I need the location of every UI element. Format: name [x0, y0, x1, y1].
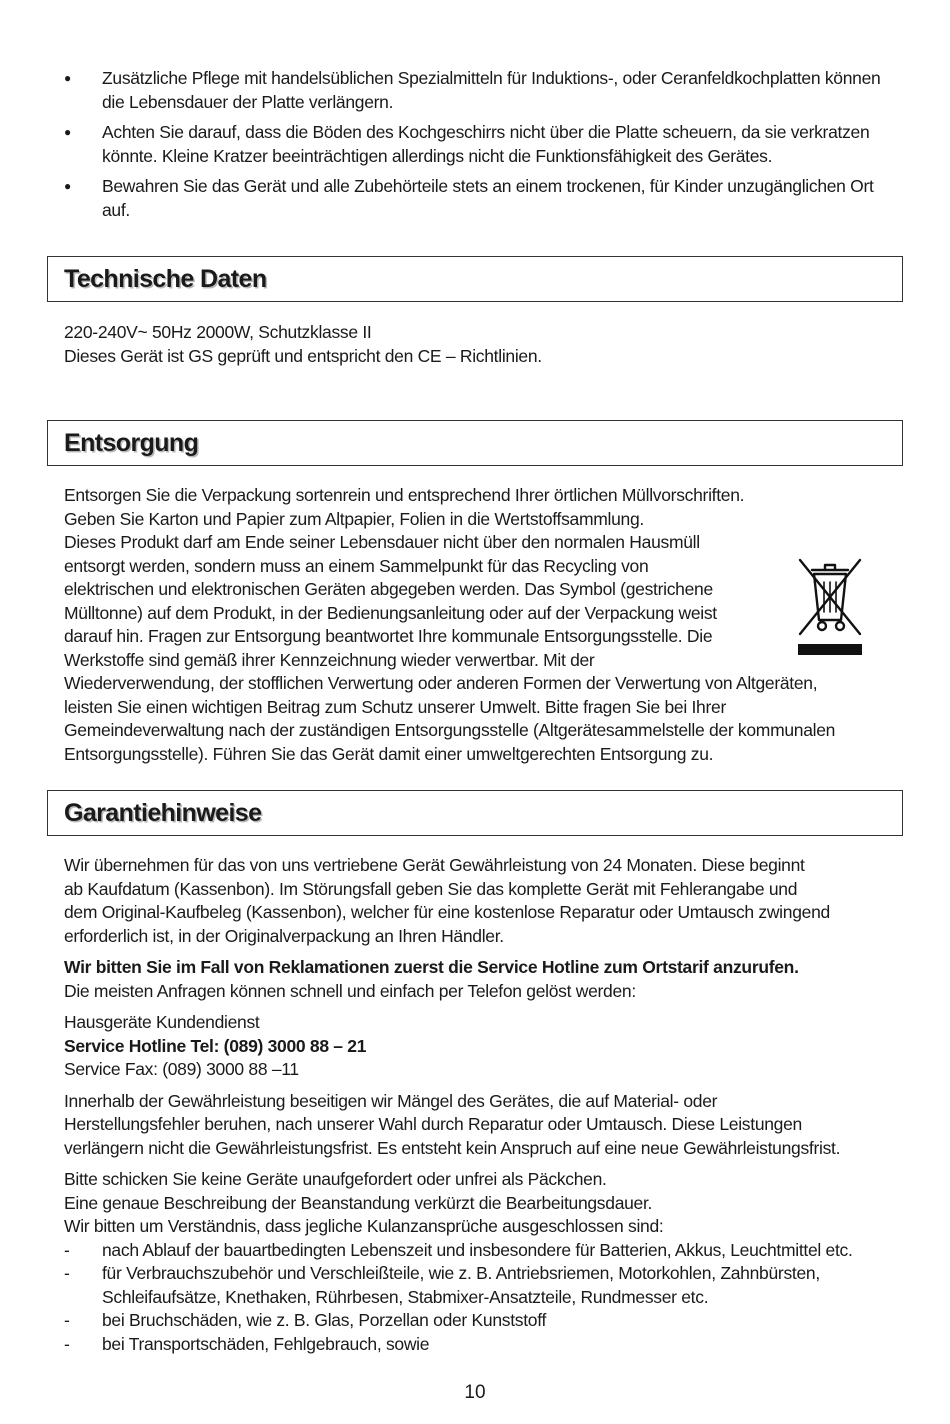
warranty-intro-line: erforderlich ist, in der Originalverpackung an Ihren Händler.	[64, 925, 504, 946]
shipping-line: Eine genaue Beschreibung der Beanstandung verkürzt die Bearbeitungsdauer.	[64, 1192, 653, 1213]
warranty-line: verlängern nicht die Gewährleistungsfrist. Es entsteht kein Anspruch auf eine neue Gewährleistungsfrist.	[64, 1137, 841, 1158]
exclusion-item: - für Verbrauchszubehör und Verschleißteile, wie z. B. Antriebsriemen, Motorkohlen, Zahnbürsten, Schleifaufsätze, Knethaken, Rührbesen, Stabmixer-Ansatzteile, Rundmesser etc.	[64, 1262, 904, 1309]
section-title: Entsorgung	[64, 429, 199, 457]
phone-note: Die meisten Anfragen können schnell und einfach per Telefon gelöst werden:	[64, 980, 636, 1001]
service-hotline: Service Hotline Tel: (089) 3000 88 – 21	[64, 1035, 367, 1056]
disposal-line: Wiederverwendung, der stofflichen Verwertung oder anderen Formen der Verwertung von Altgeräten,	[64, 673, 818, 693]
disposal-line: leisten Sie einen wichtigen Beitrag zum Schutz unserer Umwelt. Bitte fragen Sie bei Ihrer	[64, 696, 726, 717]
page-number: 10	[464, 1382, 486, 1403]
shipping-line: Wir bitten um Verständnis, dass jegliche Kulanzansprüche ausgeschlossen sind:	[64, 1216, 664, 1236]
disposal-line: Mülltonne) auf dem Produkt, in der Bedienungsanleitung oder auf der Verpackung weist	[64, 602, 717, 623]
disposal-line: Geben Sie Karton und Papier zum Altpapier, Folien in die Wertstoffsammlung.	[64, 508, 644, 529]
warranty-text-block	[64, 854, 904, 1356]
care-bullet-list	[64, 67, 904, 229]
warranty-line: Herstellungsfehler beruhen, nach unserer Wahl durch Reparatur oder Umtausch. Diese Leistungen	[64, 1114, 802, 1134]
service-name: Hausgeräte Kundendienst	[64, 1012, 260, 1032]
section-heading-technische-daten	[47, 256, 903, 302]
disposal-line: Dieses Produkt darf am Ende seiner Lebensdauer nicht über den normalen Hausmüll	[64, 532, 700, 552]
warranty-intro-line: ab Kaufdatum (Kassenbon). Im Störungsfall geben Sie das komplette Gerät mit Fehlerangabe und	[64, 878, 798, 899]
disposal-line: darauf hin. Fragen zur Entsorgung beantwortet Ihre kommunale Entsorgungsstelle. Die	[64, 626, 713, 646]
shipping-line: Bitte schicken Sie keine Geräte unaufgefordert oder unfrei als Päckchen.	[64, 1169, 607, 1189]
disposal-line: Entsorgen Sie die Verpackung sortenrein und entsprechend Ihrer örtlichen Müllvorschriften.	[64, 485, 745, 505]
section-heading-entsorgung	[47, 420, 903, 466]
crossed-out-wheelie-bin-icon	[794, 556, 866, 658]
technical-spec-line: 220-240V~ 50Hz 2000W, Schutzklasse II	[64, 322, 372, 342]
warranty-intro-line: dem Original-Kaufbeleg (Kassenbon), welcher für eine kostenlose Reparatur oder Umtausch zwingend	[64, 902, 830, 922]
section-heading-garantiehinweise	[47, 790, 903, 836]
section-title: Technische Daten	[64, 265, 267, 293]
hotline-notice: Wir bitten Sie im Fall von Reklamationen zuerst die Service Hotline zum Ortstarif anzurufen.	[64, 957, 799, 977]
care-bullet-item: ● Zusätzliche Pflege mit handelsüblichen Spezialmitteln für Induktions-, oder Ceranfeldkochplatten können die Lebensdauer der Platte verlängern.	[64, 67, 904, 114]
disposal-line: entsorgt werden, sondern muss an einem Sammelpunkt für das Recycling von	[64, 555, 649, 576]
exclusion-item: - bei Transportschäden, Fehlgebrauch, sowie	[64, 1333, 904, 1357]
section-title: Garantiehinweise	[64, 799, 262, 827]
care-bullet-item: ● Bewahren Sie das Gerät und alle Zubehörteile stets an einem trockenen, für Kinder unzugänglichen Ort auf.	[64, 175, 904, 222]
warranty-line: Innerhalb der Gewährleistung beseitigen wir Mängel des Gerätes, die auf Material- oder	[64, 1090, 718, 1111]
disposal-line: elektrischen und elektronischen Geräten abgegeben werden. Das Symbol (gestrichene	[64, 579, 713, 599]
technical-spec-line: Dieses Gerät ist GS geprüft und entspricht den CE – Richtlinien.	[64, 345, 542, 366]
disposal-line: Entsorgungsstelle). Führen Sie das Gerät damit einer umweltgerechten Entsorgung zu.	[64, 743, 714, 764]
service-fax: Service Fax: (089) 3000 88 –11	[64, 1059, 299, 1079]
disposal-line: Gemeindeverwaltung nach der zuständigen Entsorgungsstelle (Altgerätesammelstelle der kommunalen	[64, 720, 836, 740]
exclusion-list	[64, 1239, 904, 1357]
disposal-line: Werkstoffe sind gemäß ihrer Kennzeichnung wieder verwertbar. Mit der	[64, 649, 595, 670]
care-bullet-item: ● Achten Sie darauf, dass die Böden des Kochgeschirrs nicht über die Platte scheuern, da sie verkratzen könnte. Kleine Kratzer beeinträchtigen allerdings nicht die Funktionsfähigkeit des Gerätes.	[64, 121, 904, 168]
exclusion-item: - nach Ablauf der bauartbedingten Lebenszeit und insbesondere für Batterien, Akkus, Leuchtmittel etc.	[64, 1239, 904, 1263]
technical-data-block	[64, 321, 894, 368]
exclusion-item: - bei Bruchschäden, wie z. B. Glas, Porzellan oder Kunststoff	[64, 1309, 904, 1333]
warranty-intro-line: Wir übernehmen für das von uns vertriebene Gerät Gewährleistung von 24 Monaten. Diese beginnt	[64, 855, 805, 875]
disposal-text-block	[64, 484, 904, 766]
